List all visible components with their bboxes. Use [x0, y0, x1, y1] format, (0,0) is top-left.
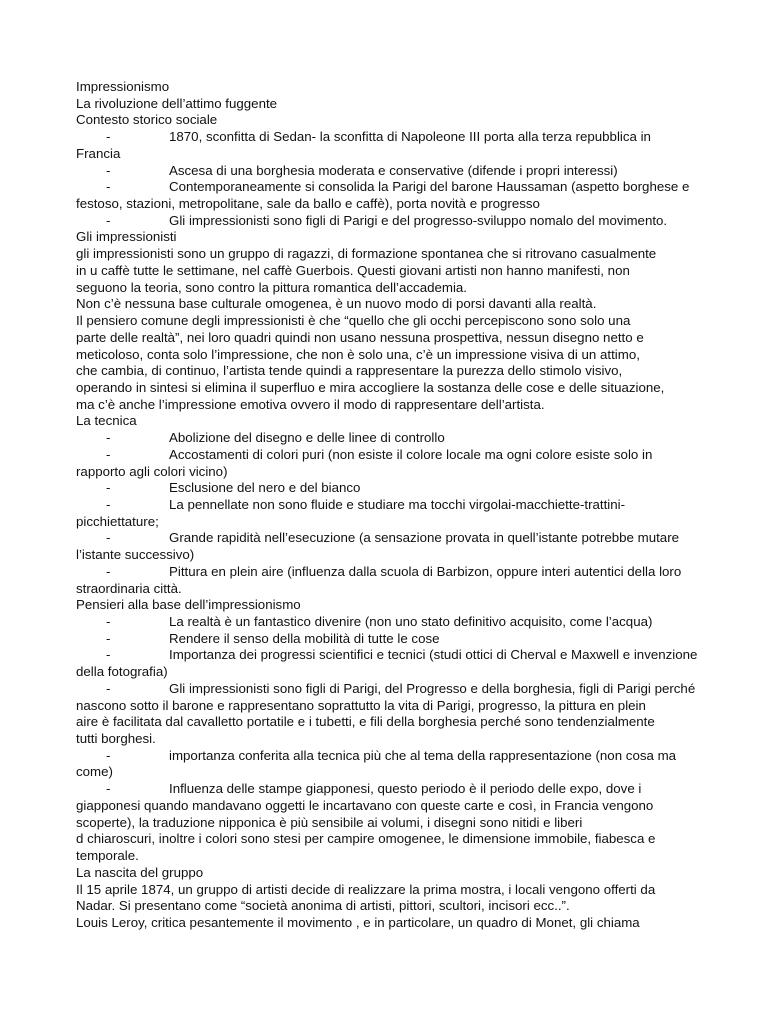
bullet-text: Pittura en plein aire (influenza dalla scuola di Barbizon, oppure interi autentici della loro — [169, 563, 682, 579]
bullet-line — [76, 631, 716, 648]
text-line: temporale. — [76, 848, 139, 864]
bullet-text: Ascesa di una borghesia moderata e conservative (difende i propri interessi) — [169, 162, 618, 178]
bullet-marker: - — [106, 614, 111, 629]
bullet-marker: - — [106, 563, 111, 579]
text-line: straordinaria città. — [76, 580, 182, 596]
text-line: come) — [76, 764, 113, 780]
bullet-marker: - — [106, 129, 111, 145]
bullet-text: Influenza delle stampe giapponesi, questo periodo è il periodo delle expo, dove i — [169, 781, 642, 797]
bullet-text: La pennellate non sono fluide e studiare ma tocchi virgolai-macchiette-trattini- — [169, 496, 626, 512]
bullet-line — [76, 163, 716, 180]
text-line: parte delle realtà”, nei loro quadri quindi non usano nessuna prospettiva, nessun disegno netto e — [76, 329, 644, 345]
section-heading: Contesto storico sociale — [76, 112, 218, 128]
text-line: tutti borghesi. — [76, 731, 156, 747]
section-heading: La tecnica — [76, 413, 137, 429]
text-line: Francia — [76, 145, 121, 161]
text-line: Non c’è nessuna base culturale omogenea, è un nuovo modo di porsi davanti alla realtà. — [76, 296, 597, 312]
text-line: Il 15 aprile 1874, un gruppo di artisti decide di realizzare la prima mostra, i locali vengono offerti da — [76, 881, 656, 897]
text-line: scoperte), la traduzione nipponica è più sensibile ai volumi, i disegni sono nitidi e liberi — [76, 814, 583, 830]
bullet-line — [76, 614, 716, 631]
bullet-marker: - — [106, 212, 111, 228]
doc-title: Impressionismo — [76, 79, 170, 94]
bullet-text: Grande rapidità nell’esecuzione (a sensazione provata in quell’istante potrebbe mutare — [169, 530, 680, 546]
bullet-marker: - — [106, 480, 111, 496]
bullet-marker: - — [106, 496, 111, 512]
text-line: giapponesi quando mandavano oggetti le incartavano con queste carte e così, in Francia vengono — [76, 797, 654, 813]
bullet-marker: - — [106, 747, 111, 763]
bullet-text: Gli impressionisti sono figli di Parigi, del Progresso e della borghesia, figli di Parigi perché — [169, 680, 696, 696]
bullet-line — [76, 564, 716, 581]
bullet-text: Abolizione del disegno e delle linee di controllo — [169, 430, 445, 446]
section-heading: La nascita del gruppo — [76, 864, 204, 880]
text-line: della fotografia) — [76, 664, 168, 680]
doc-subtitle: La rivoluzione dell’attimo fuggente — [76, 95, 278, 111]
text-line: gli impressionisti sono un gruppo di ragazzi, di formazione spontanea che si ritrovano casualmente — [76, 246, 657, 262]
bullet-line — [76, 447, 716, 464]
bullet-marker: - — [106, 647, 111, 663]
bullet-marker: - — [106, 781, 111, 797]
text-line: meticoloso, conta solo l’impressione, che non è solo una, c’è un impressione visiva di un attimo, — [76, 346, 640, 362]
text-line: picchiettature; — [76, 513, 159, 529]
bullet-marker: - — [106, 179, 111, 195]
bullet-line — [76, 781, 716, 798]
text-line: seguono la teoria, sono contro la pittura romantica dell’accademia. — [76, 279, 468, 295]
bullet-text: La realtà è un fantastico divenire (non uno stato definitivo acquisito, come l’acqua) — [169, 614, 653, 629]
bullet-marker: - — [106, 162, 111, 178]
bullet-line — [76, 430, 716, 447]
bullet-line — [76, 129, 716, 146]
text-line: Nadar. Si presentano come “società anonima di artisti, pittori, scultori, incisori ecc..”. — [76, 898, 570, 914]
bullet-text: Gli impressionisti sono figli di Parigi e del progresso-sviluppo nomalo del movimento. — [169, 212, 668, 228]
text-line: che cambia, di continuo, l’artista tende quindi a rappresentare la purezza dello stimolo visivo, — [76, 363, 623, 379]
bullet-marker: - — [106, 630, 111, 646]
text-line: in u caffè tutte le settimane, nel caffè Guerbois. Questi giovani artisti non hanno manifesti, non — [76, 262, 630, 278]
bullet-line — [76, 480, 716, 497]
text-line: operando in sintesi si elimina il superfluo e mira accogliere la sostanza delle cose e delle situazione, — [76, 379, 665, 395]
text-line: festoso, stazioni, metropolitane, sale da ballo e caffè), porta novità e progresso — [76, 196, 540, 212]
document-page — [76, 79, 716, 932]
bullet-marker: - — [106, 680, 111, 696]
section-heading: Gli impressionisti — [76, 229, 177, 245]
bullet-text: Accostamenti di colori puri (non esiste il colore locale ma ogni colore esiste solo in — [169, 446, 653, 462]
bullet-line — [76, 497, 716, 514]
bullet-line — [76, 748, 716, 765]
bullet-marker: - — [106, 430, 111, 446]
bullet-text: Contemporaneamente si consolida la Parigi del barone Haussaman (aspetto borghese e — [169, 179, 690, 195]
bullet-line — [76, 530, 716, 547]
text-line: d chiaroscuri, inoltre i colori sono stesi per campire omogenee, le dimensione immobile, fiabesca e — [76, 831, 656, 847]
bullet-text: 1870, sconfitta di Sedan- la sconfitta di Napoleone III porta alla terza repubblica in — [169, 129, 651, 145]
bullet-marker: - — [106, 530, 111, 546]
text-line: Il pensiero comune degli impressionisti è che “quello che gli occhi percepiscono sono solo una — [76, 313, 631, 329]
text-line: ma c’è anche l’impressione emotiva ovvero il modo di rappresentare dell’artista. — [76, 396, 545, 412]
text-line: rapporto agli colori vicino) — [76, 463, 228, 479]
bullet-text: Esclusione del nero e del bianco — [169, 480, 361, 496]
section-heading: Pensieri alla base dell’impressionismo — [76, 597, 301, 613]
text-line: nascono sotto il barone e rappresentano soprattutto la vita di Parigi, progresso, la pittura en plein — [76, 697, 646, 713]
bullet-line — [76, 647, 716, 664]
text-line: l’istante successivo) — [76, 547, 195, 563]
text-line: aire è facilitata dal cavalletto portatile e i tubetti, e fili della borghesia perché sono tendenzialmente — [76, 714, 655, 730]
bullet-text: Importanza dei progressi scientifici e tecnici (studi ottici di Cherval e Maxwell e invenzione — [169, 647, 698, 663]
bullet-line — [76, 681, 716, 698]
bullet-marker: - — [106, 446, 111, 462]
text-line: Louis Leroy, critica pesantemente il movimento , e in particolare, un quadro di Monet, gli chiama — [76, 914, 640, 930]
bullet-line — [76, 179, 716, 196]
bullet-text: Rendere il senso della mobilità di tutte le cose — [169, 630, 440, 646]
bullet-text: importanza conferita alla tecnica più che al tema della rappresentazione (non cosa ma — [169, 747, 677, 763]
bullet-line — [76, 213, 716, 230]
